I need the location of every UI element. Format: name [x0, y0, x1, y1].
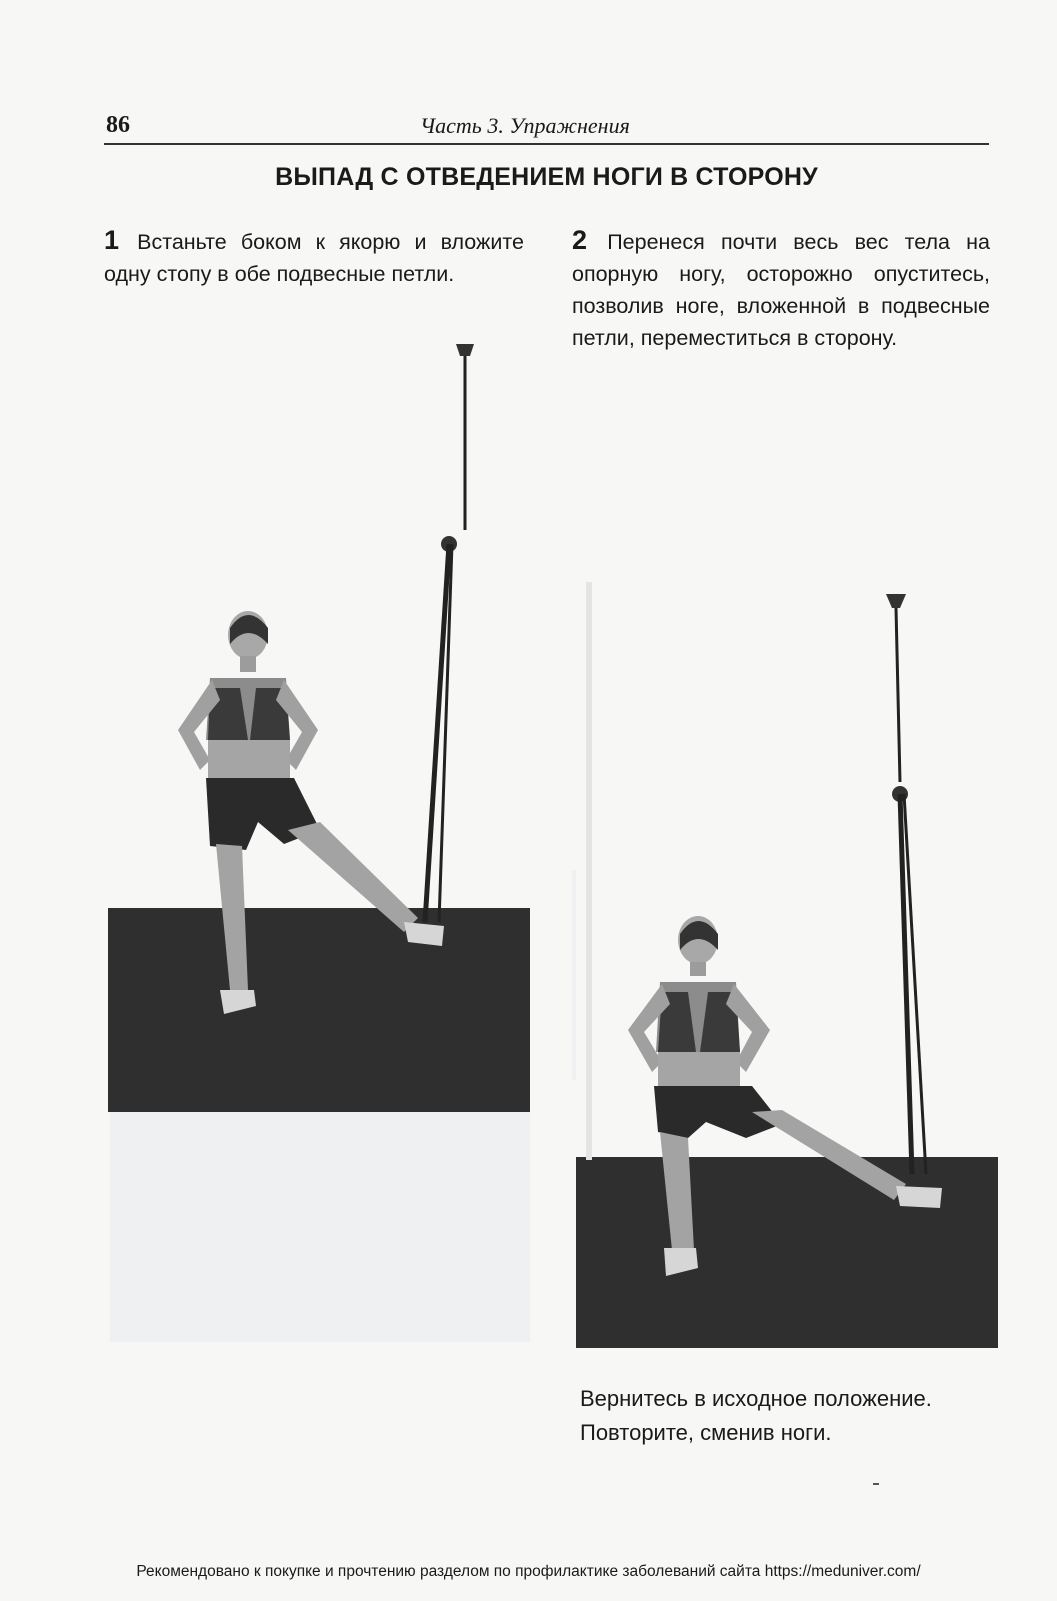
- bleed-through-block: [110, 1112, 530, 1342]
- running-head: Часть 3. Упражнения: [420, 113, 630, 138]
- step-caption: [580, 1382, 1010, 1450]
- caption-line: Повторите, сменив ноги.: [580, 1420, 832, 1445]
- exercise-title: ВЫПАД С ОТВЕДЕНИЕМ НОГИ В СТОРОНУ: [275, 163, 818, 191]
- page-number: 86: [106, 112, 130, 138]
- footer-note: Рекомендовано к покупке и прочтению разделом по профилактике заболеваний сайта https://meduniver.com/: [136, 1563, 921, 1580]
- photo-lunge-position: [576, 582, 998, 1348]
- header-rule: [104, 143, 989, 145]
- print-mark: [873, 1483, 879, 1485]
- step-number: 2: [572, 225, 588, 255]
- caption-line: Вернитесь в исходное положение.: [580, 1386, 932, 1411]
- photo-start-position: [108, 330, 530, 1112]
- step-number: 1: [104, 225, 120, 255]
- step-1: [104, 224, 524, 290]
- step-text: Встаньте боком к якорю и вложите одну стопу в обе подвесные петли.: [104, 230, 524, 286]
- step-text: Перенеся почти весь вес тела на опорную ногу, осторожно опуститесь, позволив ноге, вложенной в подвесные петли, переместиться в сторону.: [572, 230, 990, 350]
- step-2: [572, 224, 990, 354]
